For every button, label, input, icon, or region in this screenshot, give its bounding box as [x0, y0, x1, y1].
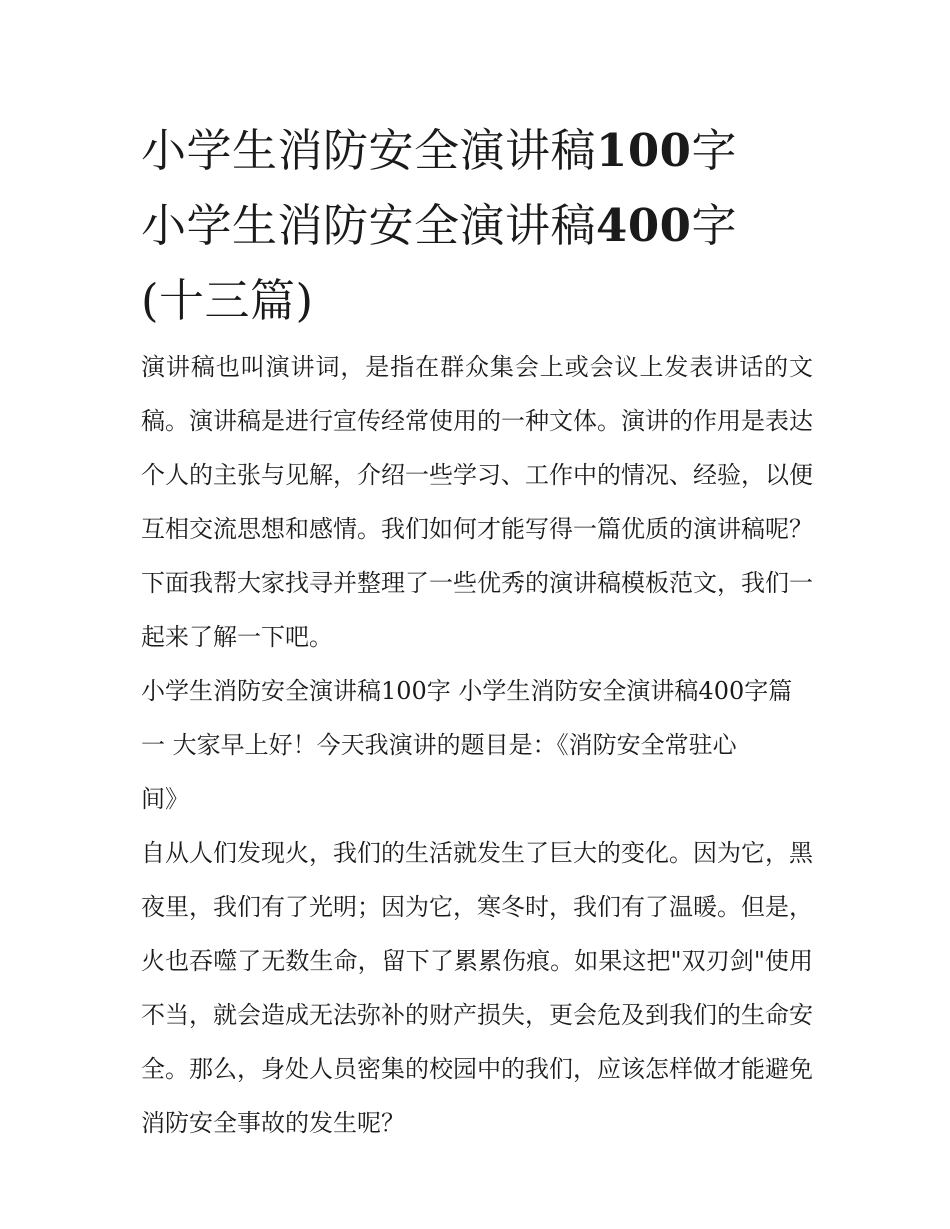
section-heading-line-1: 小学生消防安全演讲稿100字 小学生消防安全演讲稿400字篇: [141, 677, 793, 705]
section-heading-line-2: 一 大家早上好！今天我演讲的题目是：《消防安全常驻心: [141, 731, 737, 759]
document-title: [141, 113, 813, 338]
intro-paragraph: 演讲稿也叫演讲词，是指在群众集会上或会议上发表讲话的文稿。演讲稿是进行宣传经常使用的一种文体。演讲的作用是表达个人的主张与见解，介绍一些学习、工作中的情况、经验，以便互相交流思想和感情。我们如何才能写得一篇优质的演讲稿呢？下面我帮大家找寻并整理了一些优秀的演讲稿模板范文，我们一起来了解一下吧。: [141, 353, 813, 651]
section-heading: [141, 664, 813, 826]
title-line-1: 小学生消防安全演讲稿100字: [141, 124, 737, 177]
title-line-2: 小学生消防安全演讲稿400字: [141, 199, 737, 252]
document-page: [141, 113, 813, 1150]
section-heading-line-3: 间》: [141, 785, 189, 813]
title-line-3: (十三篇): [141, 274, 314, 327]
body-paragraph: 自从人们发现火，我们的生活就发生了巨大的变化。因为它，黑夜里，我们有了光明；因为它，寒冬时，我们有了温暖。但是，火也吞噬了无数生命，留下了累累伤痕。如果这把"双刃剑"使用不当，就会造成无法弥补的财产损失，更会危及到我们的生命安全。那么，身处人员密集的校园中的我们，应该怎样做才能避免消防安全事故的发生呢？: [141, 839, 813, 1137]
